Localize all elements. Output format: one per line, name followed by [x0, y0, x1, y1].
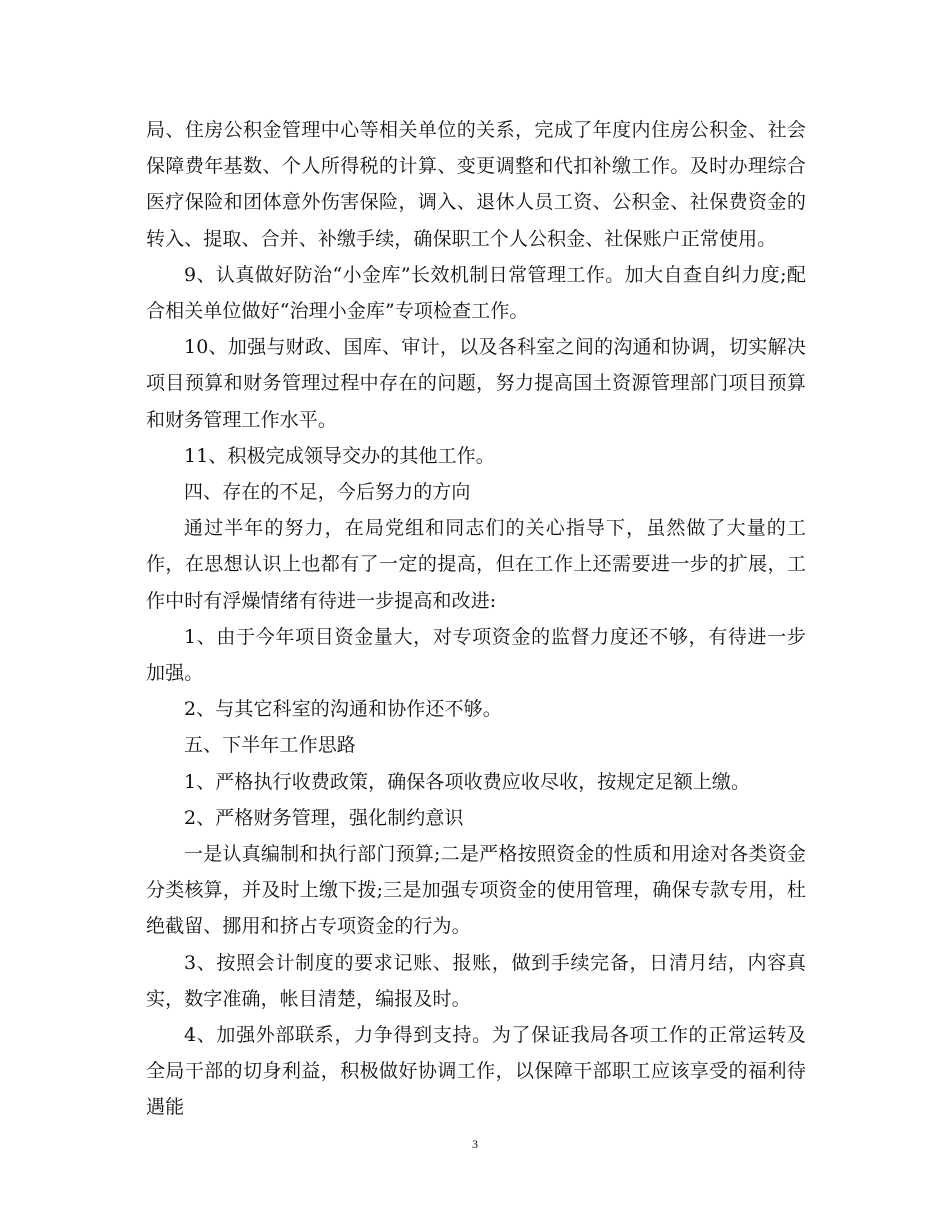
paragraph-shortcoming-1: 1、由于今年项目资金量大，对专项资金的监督力度还不够，有待进一步加强。 [146, 625, 806, 685]
page-number: 3 [472, 1137, 478, 1151]
paragraph-plan-1: 1、严格执行收费政策，确保各项收费应收尽收，按规定足额上缴。 [184, 770, 751, 793]
paragraph-shortcomings-summary: 通过半年的努力，在局党组和同志们的关心指导下，虽然做了大量的工作，在思想认识上也都有了一定的提高，但在工作上还需要进一步的扩展，工作中时有浮燥情绪有待进一步提高和改进: [146, 517, 806, 612]
paragraph-item-9-small-treasury: 9、认真做好防治“小金库”长效机制日常管理工作。加大自查自纠力度;配合相关单位做好“治理小金库”专项检查工作。 [146, 263, 806, 323]
document-body [146, 112, 806, 1126]
paragraph-continuation-relations: 局、住房公积金管理中心等相关单位的关系，完成了年度内住房公积金、社会保障费年基数、个人所得税的计算、变更调整和代扣补缴工作。及时办理综合医疗保险和团体意外伤害保险，调入、退休人员工资、公积金、社保费资金的转入、提取、合并、补缴手续，确保职工个人公积金、社保账户正常使用。 [146, 119, 806, 250]
paragraph-shortcoming-2: 2、与其它科室的沟通和协作还不够。 [184, 698, 502, 721]
paragraph-plan-3: 3、按照会计制度的要求记账、报账，做到手续完备，日清月结，内容真实，数字准确，帐目清楚，编报及时。 [146, 951, 806, 1010]
section-heading-shortcomings: 四、存在的不足，今后努力的方向 [184, 481, 471, 504]
paragraph-item-11-other-work: 11、积极完成领导交办的其他工作。 [184, 444, 495, 467]
paragraph-plan-4: 4、加强外部联系，力争得到支持。为了保证我局各项工作的正常运转及全局干部的切身利益，积极做好协调工作，以保障干部职工应该享受的福利待遇能 [146, 1024, 806, 1119]
paragraph-plan-2-details: 一是认真编制和执行部门预算;二是严格按照资金的性质和用途对各类资金分类核算，并及时上缴下拨;三是加强专项资金的使用管理，确保专款专用，杜绝截留、挪用和挤占专项资金的行为。 [146, 843, 806, 938]
section-heading-next-half: 五、下半年工作思路 [184, 734, 356, 757]
paragraph-item-10-coordination: 10、加强与财政、国库、审计，以及各科室之间的沟通和协调，切实解决项目预算和财务管理过程中存在的问题，努力提高国土资源管理部门项目预算和财务管理工作水平。 [146, 336, 806, 431]
paragraph-plan-2-heading: 2、严格财务管理，强化制约意识 [184, 806, 464, 829]
